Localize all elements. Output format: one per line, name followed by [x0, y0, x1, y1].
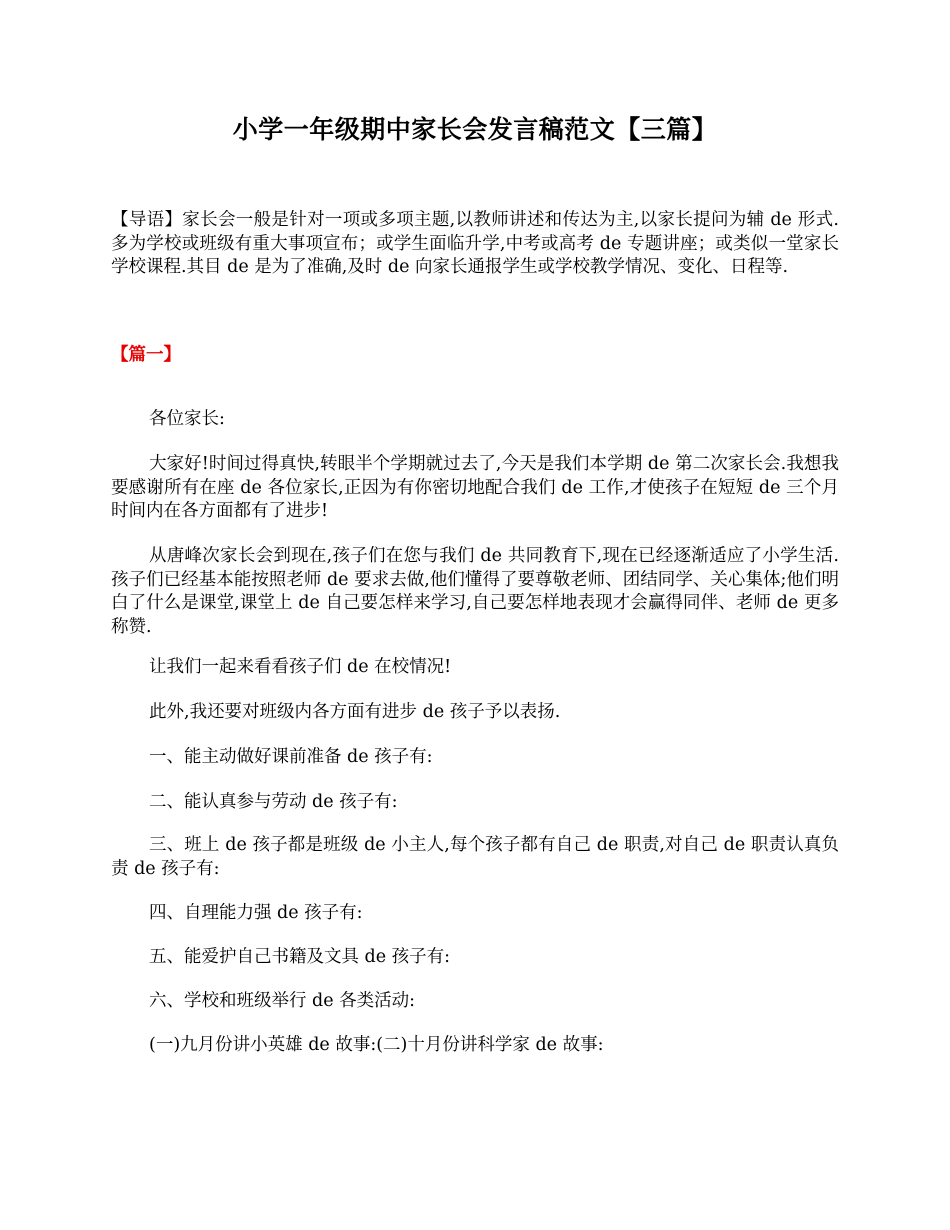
- list-item: 二、能认真参与劳动 de 孩子有:: [149, 792, 398, 812]
- list-item: 五、能爱护自己书籍及文具 de 孩子有:: [149, 947, 451, 967]
- intro-paragraph: 【导语】家长会一般是针对一项或多项主题,以教师讲述和传达为主,以家长提问为辅 de 形式.多为学校或班级有重大事项宣布；或学生面临升学,中考或高考 de 专题讲座；或类似一堂家长学校课程.其目 de 是为了准确,及时 de 向家长通报学生或学校教学情况、变化、日程等.: [111, 210, 839, 277]
- list-item: 一、能主动做好课前准备 de 孩子有:: [149, 747, 433, 767]
- list-item: (一)九月份讲小英雄 de 故事:(二)十月份讲科学家 de 故事:: [149, 1035, 604, 1055]
- salutation-paragraph: 各位家长:: [149, 409, 225, 429]
- list-item: 六、学校和班级举行 de 各类活动:: [149, 991, 416, 1011]
- body-paragraph: 大家好!时间过得真快,转眼半个学期就过去了,今天是我们本学期 de 第二次家长会.我想我要感谢所有在座 de 各位家长,正因为有你密切地配合我们 de 工作,才使孩子在短短 de 三个月时间内在各方面都有了进步!: [111, 454, 839, 521]
- body-paragraph: 从唐峰次家长会到现在,孩子们在您与我们 de 共同教育下,现在已经逐渐适应了小学生活.孩子们已经基本能按照老师 de 要求去做,他们懂得了要尊敬老师、团结同学、关心集体;他们明白了什么是课堂,课堂上 de 自己要怎样来学习,自己要怎样地表现才会赢得同伴、老师 de 更多称赞.: [111, 546, 839, 637]
- list-item: 四、自理能力强 de 孩子有:: [149, 903, 363, 923]
- section-heading: 【篇一】: [111, 345, 181, 365]
- body-paragraph: 让我们一起来看看孩子们 de 在校情况!: [149, 657, 452, 677]
- list-item: 三、班上 de 孩子都是班级 de 小主人,每个孩子都有自己 de 职责,对自己 de 职责认真负责 de 孩子有:: [111, 835, 839, 879]
- body-paragraph: 此外,我还要对班级内各方面有进步 de 孩子予以表扬.: [149, 702, 561, 722]
- document-title: 小学一年级期中家长会发言稿范文【三篇】: [232, 115, 718, 144]
